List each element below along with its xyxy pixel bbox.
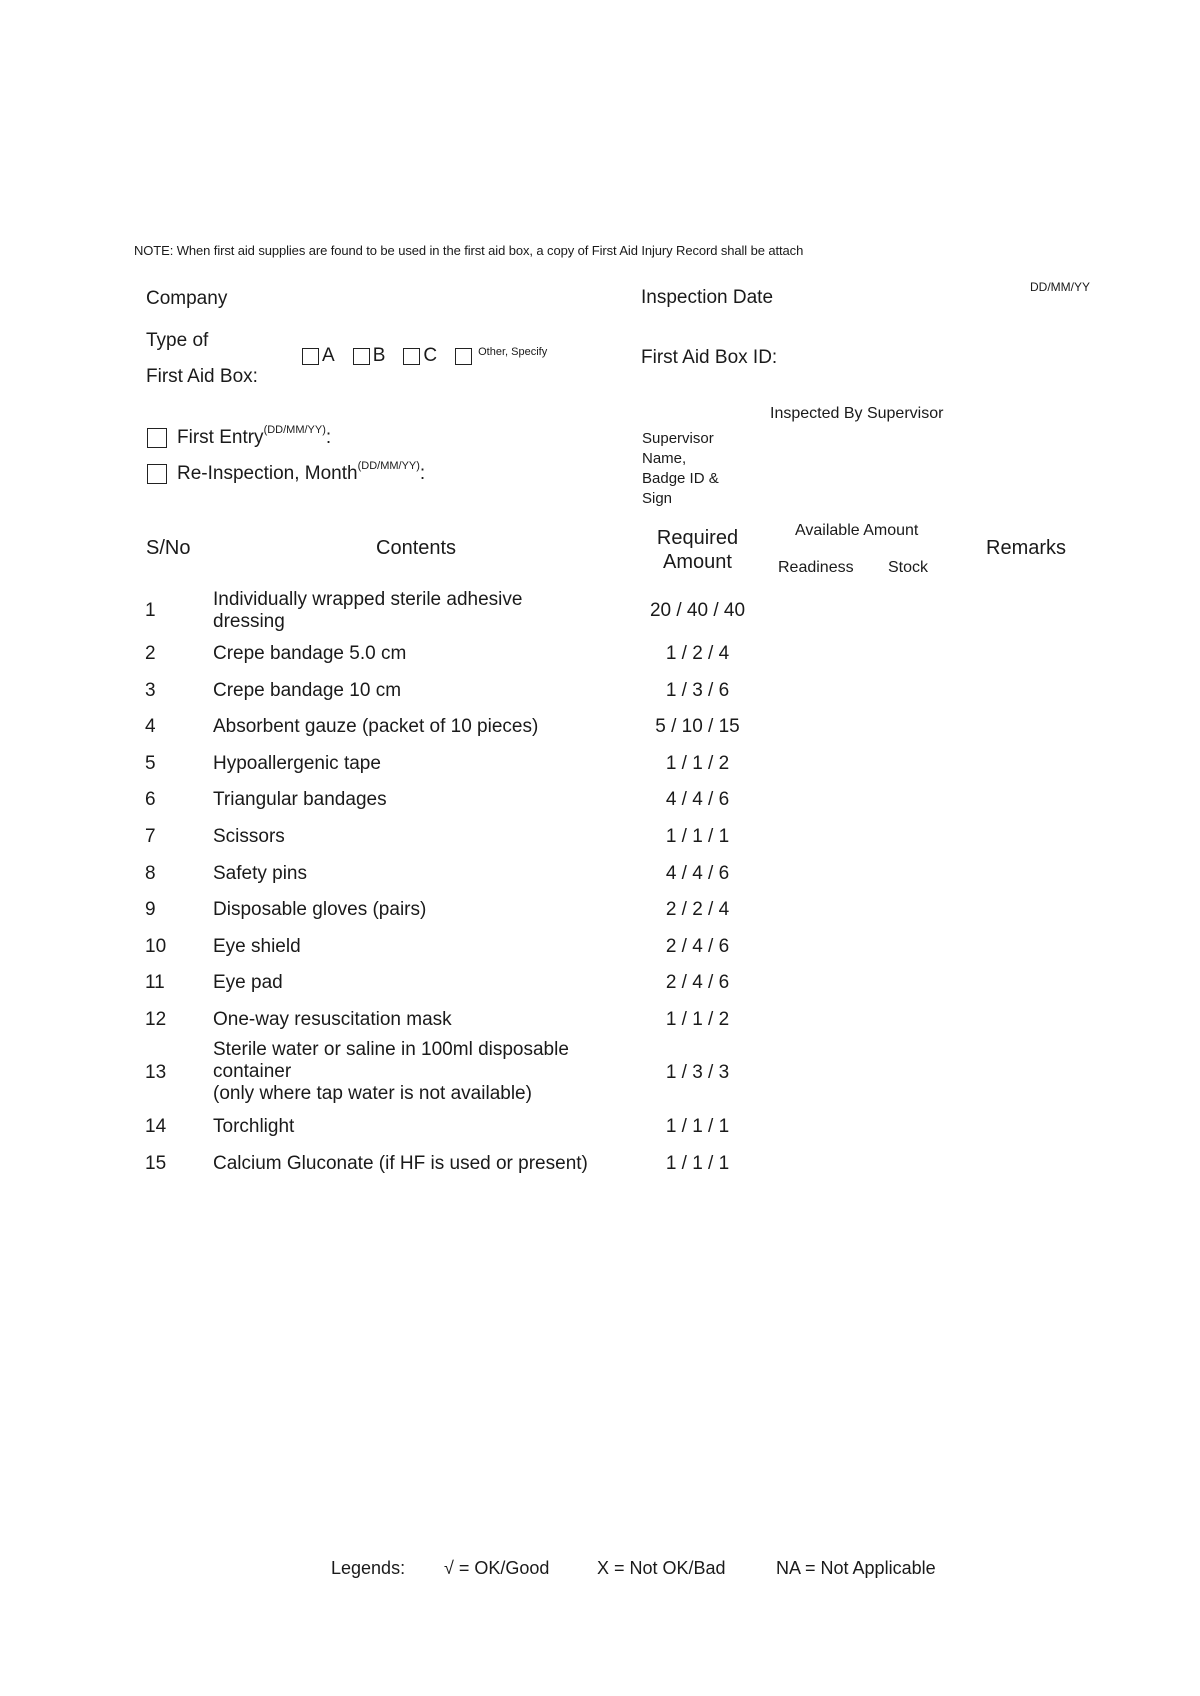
row-required: 20 / 40 / 40 bbox=[649, 600, 746, 621]
option-other[interactable] bbox=[455, 348, 547, 365]
row-contents: One-way resuscitation mask bbox=[213, 1009, 452, 1030]
row-sno: 2 bbox=[145, 643, 156, 664]
reinspection-format: (DD/MM/YY) bbox=[357, 460, 420, 472]
date-format-label: DD/MM/YY bbox=[1030, 280, 1090, 294]
row-required: 5 / 10 / 15 bbox=[655, 716, 740, 737]
available-amount-header: Available Amount bbox=[795, 522, 919, 539]
inspected-by-label: Inspected By Supervisor bbox=[770, 405, 944, 422]
row-sno: 13 bbox=[145, 1062, 167, 1083]
supervisor-line: Supervisor bbox=[642, 430, 714, 447]
box-type-options bbox=[302, 345, 565, 367]
checkbox-other[interactable] bbox=[455, 348, 472, 365]
first-entry-checkbox[interactable] bbox=[147, 428, 167, 448]
reinspection-colon: : bbox=[419, 463, 426, 484]
row-required: 2 / 4 / 6 bbox=[665, 936, 730, 957]
row-required: 1 / 3 / 6 bbox=[665, 680, 730, 701]
legend-not-ok: X = Not OK/Bad bbox=[597, 1558, 726, 1578]
sno-header: S/No bbox=[146, 537, 191, 559]
row-contents-line: Individually wrapped sterile adhesive bbox=[213, 589, 523, 610]
row-required: 4 / 4 / 6 bbox=[665, 863, 730, 884]
option-a[interactable] bbox=[302, 345, 335, 367]
contents-header: Contents bbox=[376, 537, 457, 559]
row-sno: 3 bbox=[145, 680, 156, 701]
row-contents: Eye pad bbox=[213, 972, 283, 993]
row-required: 1 / 1 / 1 bbox=[665, 826, 730, 847]
inspection-date-label: Inspection Date bbox=[641, 287, 774, 308]
row-contents-line: container bbox=[213, 1061, 292, 1082]
row-contents: Crepe bandage 10 cm bbox=[213, 680, 402, 701]
option-c-label: C bbox=[423, 345, 438, 366]
supervisor-block bbox=[642, 429, 719, 509]
row-required: 1 / 1 / 1 bbox=[665, 1116, 730, 1137]
row-contents: Torchlight bbox=[213, 1116, 295, 1137]
option-c[interactable] bbox=[403, 345, 437, 367]
row-sno: 5 bbox=[145, 753, 156, 774]
first-entry-colon: : bbox=[325, 427, 332, 448]
row-contents-line: dressing bbox=[213, 611, 285, 632]
row-contents: Crepe bandage 5.0 cm bbox=[213, 643, 407, 664]
row-required: 2 / 2 / 4 bbox=[665, 899, 730, 920]
row-required: 1 / 1 / 2 bbox=[665, 753, 730, 774]
row-contents-line: (only where tap water is not available) bbox=[213, 1083, 532, 1104]
remarks-header: Remarks bbox=[986, 537, 1067, 559]
row-sno: 10 bbox=[145, 936, 167, 957]
legend-na: NA = Not Applicable bbox=[776, 1558, 936, 1578]
checkbox-c[interactable] bbox=[403, 348, 420, 365]
row-contents: Absorbent gauze (packet of 10 pieces) bbox=[213, 716, 539, 737]
box-type-label-line1: Type of bbox=[146, 330, 209, 351]
supervisor-line: Badge ID & bbox=[642, 470, 719, 487]
box-id-label: First Aid Box ID: bbox=[641, 347, 778, 368]
required-header-line1: Required bbox=[656, 527, 739, 549]
row-contents: Eye shield bbox=[213, 936, 301, 957]
row-contents: Hypoallergenic tape bbox=[213, 753, 381, 774]
row-sno: 8 bbox=[145, 863, 156, 884]
row-contents: Safety pins bbox=[213, 863, 307, 884]
row-contents bbox=[213, 589, 522, 633]
supervisor-line: Sign bbox=[642, 490, 673, 507]
reinspection-label: Re-Inspection, Month bbox=[177, 463, 358, 484]
legend-label: Legends: bbox=[331, 1558, 406, 1578]
option-other-label: Other, Specify bbox=[478, 346, 548, 358]
stock-header: Stock bbox=[888, 559, 929, 576]
first-entry-row bbox=[147, 424, 332, 449]
company-label: Company bbox=[146, 288, 228, 309]
reinspection-row bbox=[147, 460, 426, 485]
row-contents-line: Sterile water or saline in 100ml disposable bbox=[213, 1039, 569, 1060]
row-required: 1 / 1 / 2 bbox=[665, 1009, 730, 1030]
row-sno: 15 bbox=[145, 1153, 167, 1174]
row-contents: Calcium Gluconate (if HF is used or present) bbox=[213, 1153, 588, 1174]
row-required: 1 / 1 / 1 bbox=[665, 1153, 730, 1174]
readiness-header: Readiness bbox=[778, 559, 854, 576]
row-contents: Scissors bbox=[213, 826, 285, 847]
row-sno: 11 bbox=[145, 972, 165, 993]
supervisor-line: Name, bbox=[642, 450, 687, 467]
row-required: 1 / 3 / 3 bbox=[665, 1062, 730, 1083]
checkbox-b[interactable] bbox=[353, 348, 370, 365]
row-sno: 14 bbox=[145, 1116, 167, 1137]
row-required: 4 / 4 / 6 bbox=[665, 789, 730, 810]
row-required: 2 / 4 / 6 bbox=[665, 972, 730, 993]
row-sno: 6 bbox=[145, 789, 156, 810]
row-contents: Triangular bandages bbox=[213, 789, 387, 810]
reinspection-checkbox[interactable] bbox=[147, 464, 167, 484]
row-sno: 12 bbox=[145, 1009, 167, 1030]
row-contents: Disposable gloves (pairs) bbox=[213, 899, 427, 920]
option-a-label: A bbox=[322, 345, 335, 366]
required-header-line2: Amount bbox=[663, 551, 732, 573]
box-type-label-line2: First Aid Box: bbox=[146, 366, 258, 387]
note-text: NOTE: When first aid supplies are found to be used in the first aid box, a copy of First Aid Injury Record shall be attach bbox=[134, 243, 804, 258]
option-b-label: B bbox=[372, 345, 386, 366]
option-b[interactable] bbox=[353, 345, 386, 367]
row-contents bbox=[213, 1039, 569, 1105]
first-entry-label: First Entry bbox=[177, 427, 264, 448]
checkbox-a[interactable] bbox=[302, 348, 319, 365]
first-entry-format: (DD/MM/YY) bbox=[263, 424, 326, 436]
legend-ok: √ = OK/Good bbox=[444, 1558, 550, 1578]
row-sno: 7 bbox=[145, 826, 156, 847]
row-required: 1 / 2 / 4 bbox=[665, 643, 730, 664]
required-amount-header bbox=[630, 526, 765, 574]
row-sno: 9 bbox=[145, 899, 156, 920]
row-sno: 4 bbox=[145, 716, 156, 737]
row-sno: 1 bbox=[145, 600, 156, 621]
